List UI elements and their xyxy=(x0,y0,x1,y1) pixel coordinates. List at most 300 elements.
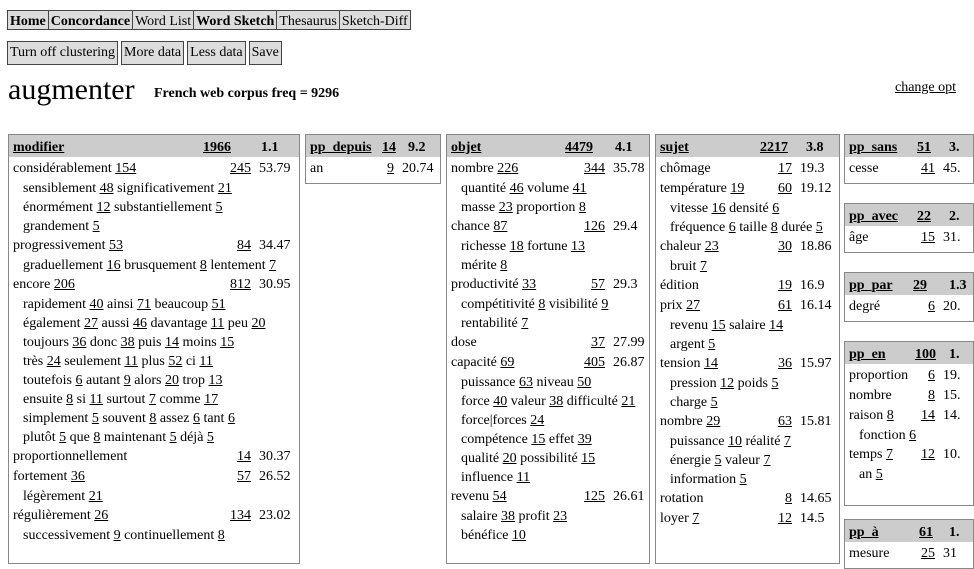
collocate-label: prix xyxy=(660,298,683,313)
cluster-word: que xyxy=(69,430,90,445)
cluster-count-link[interactable]: 23 xyxy=(704,239,719,254)
collocate-score: 16.14 xyxy=(800,298,832,313)
cluster-freq-link[interactable]: 5 xyxy=(815,220,823,235)
cluster-count-link[interactable]: 33 xyxy=(522,277,537,292)
cluster-row xyxy=(656,393,839,412)
cluster-freq-link[interactable]: 46 xyxy=(133,316,148,331)
relation-link[interactable]: modifier xyxy=(13,140,65,155)
cluster-word: substantiellement xyxy=(113,200,212,215)
cluster-row xyxy=(447,507,649,526)
cluster-freq-link[interactable]: 46 xyxy=(509,181,524,196)
collocate-label: chômage xyxy=(660,161,711,176)
cluster-freq-link[interactable]: 8 xyxy=(66,392,74,407)
more-data-button[interactable]: More data xyxy=(121,41,184,65)
cluster-word: énormément xyxy=(23,200,93,215)
cluster-freq-link[interactable]: 7 xyxy=(148,392,156,407)
relation-freq-link[interactable]: 100 xyxy=(915,347,936,362)
collocate-label: proportion xyxy=(849,368,909,383)
collocate-freq-link[interactable]: 126 xyxy=(584,219,605,234)
cluster-word: revenu xyxy=(670,318,709,333)
relation-link[interactable]: pp_par xyxy=(849,278,893,293)
cluster-word: compétence xyxy=(461,432,528,447)
cluster-count-link[interactable]: 226 xyxy=(497,161,519,176)
collocate-score: 14.5 xyxy=(800,511,825,526)
cluster-freq-link[interactable]: 5 xyxy=(714,453,722,468)
collocate-row xyxy=(447,217,649,237)
column-header xyxy=(845,520,973,542)
collocate-freq-link[interactable]: 8 xyxy=(785,491,792,506)
collocate-label: an xyxy=(310,161,324,176)
collocate-score: 30.37 xyxy=(259,449,291,464)
relation-freq-link[interactable]: 1966 xyxy=(203,140,231,155)
cluster-freq-link[interactable]: 6 xyxy=(192,411,200,426)
cluster-row xyxy=(9,217,299,236)
cluster-freq-link[interactable]: 40 xyxy=(493,394,508,409)
cluster-freq-link[interactable]: 17 xyxy=(204,392,219,407)
cluster-freq-link[interactable]: 5 xyxy=(92,219,100,234)
collocate-score: 20.74 xyxy=(402,161,434,176)
cluster-word: durée xyxy=(781,220,813,235)
tab-word-list[interactable]: Word List xyxy=(132,10,193,30)
cluster-row xyxy=(447,373,649,392)
column-pp-a xyxy=(844,519,974,569)
cluster-freq-link[interactable]: 36 xyxy=(72,335,87,350)
cluster-freq-link[interactable]: 13 xyxy=(208,373,223,388)
cluster-count-link[interactable]: 19 xyxy=(730,181,745,196)
cluster-word: sensiblement xyxy=(23,181,97,196)
cluster-freq-link[interactable]: 8 xyxy=(199,258,207,273)
collocate-freq-link[interactable]: 57 xyxy=(591,277,605,292)
collocate-freq-link[interactable]: 344 xyxy=(584,161,605,176)
collocate-freq-link[interactable]: 6 xyxy=(928,368,935,383)
tab-word-sketch[interactable]: Word Sketch xyxy=(193,10,276,30)
cluster-word: volume xyxy=(527,181,570,196)
collocate-freq-link[interactable]: 36 xyxy=(778,356,792,371)
cluster-freq-link[interactable]: 18 xyxy=(509,239,524,254)
cluster-freq-link[interactable]: 13 xyxy=(571,239,586,254)
cluster-row xyxy=(447,237,649,256)
cluster-count-link[interactable]: 54 xyxy=(492,489,507,504)
relation-score: 4.1 xyxy=(615,140,633,155)
cluster-freq-link[interactable]: 24 xyxy=(530,413,545,428)
cluster-freq-link[interactable]: 10 xyxy=(727,434,742,449)
collocate-row xyxy=(9,447,299,467)
cluster-row xyxy=(447,179,649,198)
collocate-freq-link[interactable]: 15 xyxy=(921,230,935,245)
cluster-freq-link[interactable]: 8 xyxy=(500,258,508,273)
cluster-freq-link[interactable]: 5 xyxy=(710,395,718,410)
cluster-freq-link[interactable]: 11 xyxy=(210,316,225,331)
tab-home[interactable]: Home xyxy=(7,10,48,30)
cluster-row xyxy=(447,198,649,217)
collocate-row xyxy=(9,159,299,179)
collocate-label: dose xyxy=(451,335,477,350)
cluster-freq-link[interactable]: 15 xyxy=(581,451,596,466)
collocate-freq-link[interactable]: 30 xyxy=(778,239,792,254)
collocate-freq-link[interactable]: 37 xyxy=(591,335,605,350)
cluster-count-link[interactable]: 53 xyxy=(109,238,124,253)
collocate-score: 15. xyxy=(943,388,961,403)
cluster-word: déjà xyxy=(180,430,204,445)
relation-freq-link[interactable]: 51 xyxy=(917,140,931,155)
relation-link[interactable]: objet xyxy=(451,140,482,155)
cluster-word: trop xyxy=(182,373,205,388)
cluster-freq-link[interactable]: 16 xyxy=(106,258,121,273)
collocate-label: raison xyxy=(849,408,884,423)
collocate-freq-link[interactable]: 405 xyxy=(584,355,605,370)
cluster-word: ensuite xyxy=(23,392,63,407)
cluster-freq-link[interactable]: 52 xyxy=(168,354,183,369)
cluster-freq-link[interactable]: 6 xyxy=(75,373,83,388)
cluster-row xyxy=(9,487,299,506)
cluster-freq-link[interactable]: 24 xyxy=(46,354,61,369)
collocate-label: chaleur xyxy=(660,239,702,254)
cluster-freq-link[interactable]: 8 xyxy=(93,430,101,445)
collocate-row xyxy=(845,544,973,564)
relation-link[interactable]: pp_en xyxy=(849,347,886,362)
cluster-freq-link[interactable]: 14 xyxy=(164,335,179,350)
cluster-row xyxy=(9,256,299,275)
cluster-word: beaucoup xyxy=(154,297,209,312)
cluster-freq-link[interactable]: 20 xyxy=(251,316,266,331)
collocate-freq-link[interactable]: 12 xyxy=(778,511,792,526)
collocate-word xyxy=(849,297,880,317)
cluster-count-link[interactable]: 206 xyxy=(53,277,75,292)
cluster-count-link[interactable]: 14 xyxy=(703,356,718,371)
cluster-word: proportion xyxy=(516,200,576,215)
cluster-freq-link[interactable]: 11 xyxy=(89,392,103,407)
cluster-freq-link[interactable]: 6 xyxy=(772,201,780,216)
cluster-freq-link[interactable]: 21 xyxy=(621,394,636,409)
collocate-label: rotation xyxy=(660,491,704,506)
collocate-freq-link[interactable]: 25 xyxy=(921,546,935,561)
collocate-row xyxy=(656,276,839,296)
cluster-row xyxy=(845,465,973,484)
cluster-count-link[interactable]: 8 xyxy=(886,408,894,423)
collocate-word xyxy=(660,412,720,432)
collocate-word xyxy=(451,159,518,179)
cluster-row xyxy=(9,352,299,371)
collocate-score: 26.52 xyxy=(259,469,291,484)
collocate-score: 31. xyxy=(943,230,961,245)
collocate-label: âge xyxy=(849,230,869,245)
collocate-freq-link[interactable]: 245 xyxy=(230,161,251,176)
cluster-freq-link[interactable]: 11 xyxy=(199,354,213,369)
collocate-label: température xyxy=(660,181,727,196)
cluster-freq-link[interactable]: 20 xyxy=(502,451,517,466)
cluster-freq-link[interactable]: 10 xyxy=(511,528,526,543)
cluster-freq-link[interactable]: 8 xyxy=(149,411,157,426)
collocate-score: 27.99 xyxy=(613,335,645,350)
cluster-count-link[interactable]: 7 xyxy=(692,511,700,526)
headword: augmenter xyxy=(8,73,135,106)
tab-thesaurus[interactable]: Thesaurus xyxy=(276,10,339,30)
collocate-word xyxy=(849,445,893,465)
collocate-freq-link[interactable]: 12 xyxy=(921,447,935,462)
relation-link[interactable]: sujet xyxy=(660,140,689,155)
cluster-freq-link[interactable]: 11 xyxy=(124,354,138,369)
cluster-freq-link[interactable]: 12 xyxy=(720,376,735,391)
collocate-score: 14. xyxy=(943,408,961,423)
cluster-freq-link[interactable]: 51 xyxy=(211,297,226,312)
collocate-freq-link[interactable]: 84 xyxy=(237,238,251,253)
collocate-label: temps xyxy=(849,447,883,462)
collocate-score: 34.47 xyxy=(259,238,291,253)
cluster-freq-link[interactable]: 8 xyxy=(578,200,586,215)
column-header xyxy=(9,135,299,157)
cluster-freq-link[interactable]: 5 xyxy=(169,430,177,445)
cluster-row xyxy=(447,392,649,411)
relation-link[interactable]: pp_depuis xyxy=(310,140,372,155)
cluster-row xyxy=(447,449,649,468)
cluster-freq-link[interactable]: 21 xyxy=(88,489,103,504)
cluster-word: salaire xyxy=(729,318,766,333)
cluster-freq-link[interactable]: 7 xyxy=(699,259,707,274)
cluster-freq-link[interactable]: 48 xyxy=(99,181,114,196)
cluster-word: surtout xyxy=(106,392,146,407)
collocate-freq-link[interactable]: 19 xyxy=(778,278,792,293)
collocate-row xyxy=(656,412,839,432)
cluster-freq-link[interactable]: 8 xyxy=(538,297,546,312)
collocate-row xyxy=(447,275,649,295)
collocate-row xyxy=(656,237,839,257)
cluster-freq-link[interactable]: 27 xyxy=(84,316,99,331)
cluster-freq-link[interactable]: 40 xyxy=(89,297,104,312)
cluster-count-link[interactable]: 87 xyxy=(493,219,508,234)
collocate-word xyxy=(13,467,85,487)
cluster-word: souvent xyxy=(102,411,146,426)
cluster-freq-link[interactable]: 9 xyxy=(113,528,121,543)
collocate-row xyxy=(306,159,440,179)
column-header xyxy=(306,135,440,157)
collocate-row xyxy=(656,159,839,179)
cluster-word: ainsi xyxy=(106,297,134,312)
cluster-freq-link[interactable]: 8 xyxy=(217,528,225,543)
collocate-row xyxy=(845,366,973,386)
cluster-word: brusquement xyxy=(124,258,197,273)
relation-link[interactable]: pp_sans xyxy=(849,140,898,155)
relation-score: 3. xyxy=(949,140,960,155)
cluster-word: charge xyxy=(670,395,708,410)
cluster-freq-link[interactable]: 63 xyxy=(518,375,533,390)
collocate-row xyxy=(845,228,973,248)
relation-freq-link[interactable]: 22 xyxy=(917,209,931,224)
collocate-label: productivité xyxy=(451,277,519,292)
collocate-freq-link[interactable]: 125 xyxy=(584,489,605,504)
collocate-freq-link[interactable]: 14 xyxy=(921,408,935,423)
collocate-score: 19.3 xyxy=(800,161,825,176)
collocate-word xyxy=(451,487,507,507)
relation-score: 1. xyxy=(949,347,960,362)
cluster-row xyxy=(9,198,299,217)
collocate-label: cesse xyxy=(849,161,879,176)
collocate-label: nombre xyxy=(451,161,494,176)
collocate-row xyxy=(656,354,839,374)
cluster-freq-link[interactable]: 15 xyxy=(531,432,546,447)
cluster-freq-link[interactable]: 7 xyxy=(269,258,277,273)
cluster-word: significativement xyxy=(117,181,215,196)
cluster-row xyxy=(447,314,649,333)
cluster-row xyxy=(656,316,839,335)
cluster-freq-link[interactable]: 21 xyxy=(217,181,232,196)
cluster-freq-link[interactable]: 9 xyxy=(601,297,609,312)
cluster-row xyxy=(447,468,649,487)
relation-freq-link[interactable]: 14 xyxy=(382,140,396,155)
collocate-row xyxy=(9,236,299,256)
cluster-word: bruit xyxy=(670,259,697,274)
change-options-link[interactable]: change opt xyxy=(895,80,957,95)
cluster-row xyxy=(9,179,299,198)
cluster-count-link[interactable]: 7 xyxy=(885,447,893,462)
cluster-freq-link[interactable]: 9 xyxy=(123,373,131,388)
collocate-score: 16.9 xyxy=(800,278,825,293)
cluster-freq-link[interactable]: 41 xyxy=(572,181,587,196)
cluster-freq-link[interactable]: 20 xyxy=(164,373,179,388)
collocate-freq-link[interactable]: 41 xyxy=(921,161,935,176)
cluster-word: densité xyxy=(729,201,769,216)
collocate-label: nombre xyxy=(660,414,703,429)
cluster-count-link[interactable]: 154 xyxy=(115,161,137,176)
column-header xyxy=(447,135,649,157)
cluster-row xyxy=(447,430,649,449)
collocate-score: 19. xyxy=(943,368,961,383)
cluster-word: niveau xyxy=(536,375,574,390)
cluster-freq-link[interactable]: 71 xyxy=(136,297,151,312)
relation-link[interactable]: pp_à xyxy=(849,525,879,540)
collocate-freq-link[interactable]: 9 xyxy=(387,161,394,176)
cluster-word: donc xyxy=(89,335,118,350)
cluster-word: valeur xyxy=(510,394,546,409)
cluster-freq-link[interactable]: 6 xyxy=(227,411,235,426)
cluster-row xyxy=(656,257,839,276)
cluster-row xyxy=(9,390,299,409)
collocate-freq-link[interactable]: 61 xyxy=(778,298,792,313)
collocate-freq-link[interactable]: 8 xyxy=(928,388,935,403)
cluster-count-link[interactable]: 27 xyxy=(686,298,701,313)
less-data-button[interactable]: Less data xyxy=(187,41,245,65)
cluster-freq-link[interactable]: 6 xyxy=(728,220,736,235)
cluster-freq-link[interactable]: 14 xyxy=(769,318,784,333)
collocate-score: 15.97 xyxy=(800,356,832,371)
cluster-freq-link[interactable]: 23 xyxy=(553,509,568,524)
cluster-freq-link[interactable]: 7 xyxy=(763,453,771,468)
column-header xyxy=(845,135,973,157)
cluster-count-link[interactable]: 29 xyxy=(706,414,721,429)
cluster-freq-link[interactable]: 5 xyxy=(59,430,67,445)
tab-concordance[interactable]: Concordance xyxy=(48,10,132,30)
cluster-word: toujours xyxy=(23,335,69,350)
cluster-row xyxy=(447,256,649,275)
collocate-freq-link[interactable]: 14 xyxy=(237,449,251,464)
collocate-label: fortement xyxy=(13,469,68,484)
collocate-row xyxy=(9,275,299,295)
cluster-freq-link[interactable]: 50 xyxy=(577,375,592,390)
collocate-freq-link[interactable]: 134 xyxy=(230,508,251,523)
cluster-word: pression xyxy=(670,376,717,391)
relation-freq-link[interactable]: 29 xyxy=(913,278,927,293)
collocate-row xyxy=(9,467,299,487)
tab-sketch-diff[interactable]: Sketch-Diff xyxy=(339,10,411,30)
collocate-score: 30.95 xyxy=(259,277,291,292)
cluster-freq-link[interactable]: 5 xyxy=(739,472,747,487)
collocate-row xyxy=(9,506,299,526)
cluster-freq-link[interactable]: 38 xyxy=(120,335,135,350)
cluster-count-link[interactable]: 69 xyxy=(500,355,515,370)
collocate-label: degré xyxy=(849,299,881,314)
save-button[interactable]: Save xyxy=(249,41,282,65)
cluster-count-link[interactable]: 26 xyxy=(94,508,109,523)
cluster-word: assez xyxy=(159,411,190,426)
cluster-word: réalité xyxy=(745,434,781,449)
cluster-freq-link[interactable]: 8 xyxy=(770,220,778,235)
relation-score: 3.8 xyxy=(806,140,824,155)
relation-freq-link[interactable]: 4479 xyxy=(565,140,593,155)
cluster-freq-link[interactable]: 39 xyxy=(577,432,592,447)
collocate-freq-link[interactable]: 812 xyxy=(230,277,251,292)
cluster-freq-link[interactable]: 15 xyxy=(220,335,235,350)
cluster-freq-link[interactable]: 5 xyxy=(708,337,716,352)
cluster-freq-link[interactable]: 7 xyxy=(783,434,791,449)
relation-freq-link[interactable]: 2217 xyxy=(760,140,788,155)
cluster-freq-link[interactable]: 5 xyxy=(206,430,214,445)
collocate-word xyxy=(660,296,700,316)
cluster-freq-link[interactable]: 15 xyxy=(711,318,726,333)
collocate-freq-link[interactable]: 57 xyxy=(237,469,251,484)
cluster-freq-link[interactable]: 12 xyxy=(96,200,111,215)
collocate-freq-link[interactable]: 63 xyxy=(778,414,792,429)
collocate-freq-link[interactable]: 6 xyxy=(928,299,935,314)
cluster-freq-link[interactable]: 38 xyxy=(501,509,516,524)
turn-off-clustering-button[interactable]: Turn off clustering xyxy=(7,41,118,65)
collocate-row xyxy=(447,353,649,373)
collocate-row xyxy=(447,333,649,353)
cluster-freq-link[interactable]: 5 xyxy=(771,376,779,391)
collocate-row xyxy=(447,487,649,507)
collocate-row xyxy=(447,159,649,179)
collocate-freq-link[interactable]: 17 xyxy=(778,161,792,176)
collocate-label: capacité xyxy=(451,355,497,370)
relation-score: 1.3 xyxy=(949,278,967,293)
column-pp-en xyxy=(844,341,974,506)
collocate-word xyxy=(13,447,127,467)
collocate-score: 45. xyxy=(943,161,961,176)
relation-freq-link[interactable]: 61 xyxy=(919,525,933,540)
collocate-row xyxy=(845,386,973,406)
cluster-freq-link[interactable]: 5 xyxy=(91,411,99,426)
cluster-word: vitesse xyxy=(670,201,709,216)
collocate-word xyxy=(660,489,704,509)
cluster-freq-link[interactable]: 5 xyxy=(875,467,883,482)
collocate-freq-link[interactable]: 60 xyxy=(778,181,792,196)
cluster-count-link[interactable]: 36 xyxy=(70,469,85,484)
cluster-freq-link[interactable]: 6 xyxy=(909,428,917,443)
cluster-freq-link[interactable]: 5 xyxy=(215,200,223,215)
column-header xyxy=(845,204,973,226)
cluster-freq-link[interactable]: 7 xyxy=(521,316,529,331)
cluster-word: si xyxy=(76,392,86,407)
relation-link[interactable]: pp_avec xyxy=(849,209,898,224)
cluster-freq-link[interactable]: 38 xyxy=(549,394,564,409)
relation-score: 1. xyxy=(949,525,960,540)
collocate-score: 26.61 xyxy=(613,489,645,504)
cluster-freq-link[interactable]: 11 xyxy=(516,470,531,485)
collocate-word xyxy=(451,333,477,353)
cluster-freq-link[interactable]: 16 xyxy=(711,201,726,216)
cluster-freq-link[interactable]: 23 xyxy=(498,200,513,215)
cluster-row xyxy=(656,199,839,218)
column-sujet xyxy=(655,134,840,564)
collocate-row xyxy=(845,297,973,317)
